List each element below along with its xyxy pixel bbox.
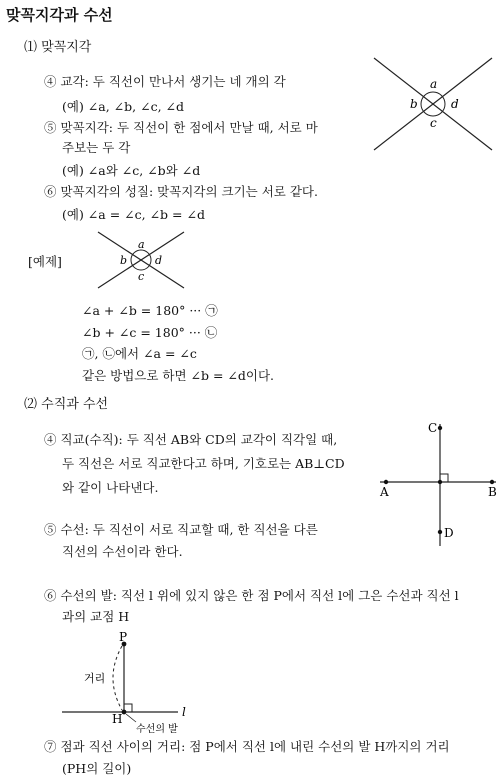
item-intersection-angles: ④ 교각: 두 직선이 만나서 생기는 네 개의 각: [44, 74, 286, 89]
foot-label: 수선의 발: [136, 724, 178, 735]
angle-label-a: a: [430, 77, 438, 91]
point-label-C: C: [428, 421, 438, 435]
example-crossing-lines-figure: [96, 228, 186, 292]
item-vertical-angles-line1: ⑤ 맞꼭지각: 두 직선이 한 점에서 만날 때, 서로 마: [44, 120, 318, 135]
example-angle-label-c: c: [138, 270, 145, 283]
foot-of-perpendicular-figure: [60, 628, 200, 736]
section-heading-vertical-angles: ⑴ 맞꼭지각: [24, 40, 92, 55]
item-perpendicular-line1: ⑤ 수선: 두 직선이 서로 직교할 때, 한 직선을 다른: [44, 522, 318, 537]
item-orthogonal-line3: 와 같이 나타낸다.: [62, 480, 159, 495]
item-point-line-distance-line1: ⑦ 점과 직선 사이의 거리: 점 P에서 직선 l에 내린 수선의 발 H까지의 거리: [44, 739, 450, 754]
example-angle-label-a: a: [138, 238, 145, 251]
item-foot-of-perpendicular-line1: ⑥ 수선의 발: 직선 l 위에 있지 않은 한 점 P에서 직선 l에 그은 수선과 직선 l: [44, 588, 459, 603]
point-label-D: D: [444, 526, 454, 540]
equation-2: ∠b + ∠c = 180° ··· ㉡: [82, 325, 218, 340]
item-orthogonal-line2: 두 직선은 서로 직교한다고 하며, 기호로는 AB⊥CD: [62, 456, 345, 471]
point-label-H: H: [112, 712, 123, 726]
equation-1: ∠a + ∠b = 180° ··· ㉠: [82, 303, 218, 318]
example-angle-label-d: d: [155, 254, 163, 267]
angle-label-d: d: [451, 97, 459, 111]
item-point-line-distance-line2: (PH의 길이): [62, 761, 132, 776]
item-vertical-angles-line2: 주보는 두 각: [62, 140, 131, 155]
item-orthogonal-line1: ④ 직교(수직): 두 직선 AB와 CD의 교각이 직각일 때,: [44, 432, 338, 447]
point-label-A: A: [380, 485, 389, 499]
line-label-l: l: [182, 705, 186, 719]
distance-label: 거리: [84, 672, 106, 685]
page-title: 맞꼭지각과 수선: [6, 6, 113, 24]
equation-conclusion: 같은 방법으로 하면 ∠b = ∠d이다.: [82, 368, 275, 383]
point-label-P: P: [119, 630, 128, 644]
example-angle-label-b: b: [120, 254, 128, 267]
equation-3: ㉠, ㉡에서 ∠a = ∠c: [82, 346, 197, 361]
item-perpendicular-line2: 직선의 수선이라 한다.: [62, 544, 183, 559]
item-intersection-angles-example: (예) ∠a, ∠b, ∠c, ∠d: [62, 99, 184, 114]
perpendicular-lines-figure: [374, 414, 500, 554]
item-foot-of-perpendicular-line2: 과의 교점 H: [62, 609, 130, 624]
crossing-lines-figure: [368, 54, 498, 154]
item-vertical-angles-example: (예) ∠a와 ∠c, ∠b와 ∠d: [62, 163, 201, 178]
example-label: [예제]: [28, 254, 62, 269]
item-vertical-angles-property-example: (예) ∠a = ∠c, ∠b = ∠d: [62, 207, 205, 222]
point-label-B: B: [488, 485, 497, 499]
angle-label-b: b: [410, 97, 418, 111]
angle-label-c: c: [430, 116, 437, 130]
section-heading-perpendicular: ⑵ 수직과 수선: [24, 397, 109, 412]
item-vertical-angles-property: ⑥ 맞꼭지각의 성질: 맞꼭지각의 크기는 서로 같다.: [44, 184, 318, 199]
